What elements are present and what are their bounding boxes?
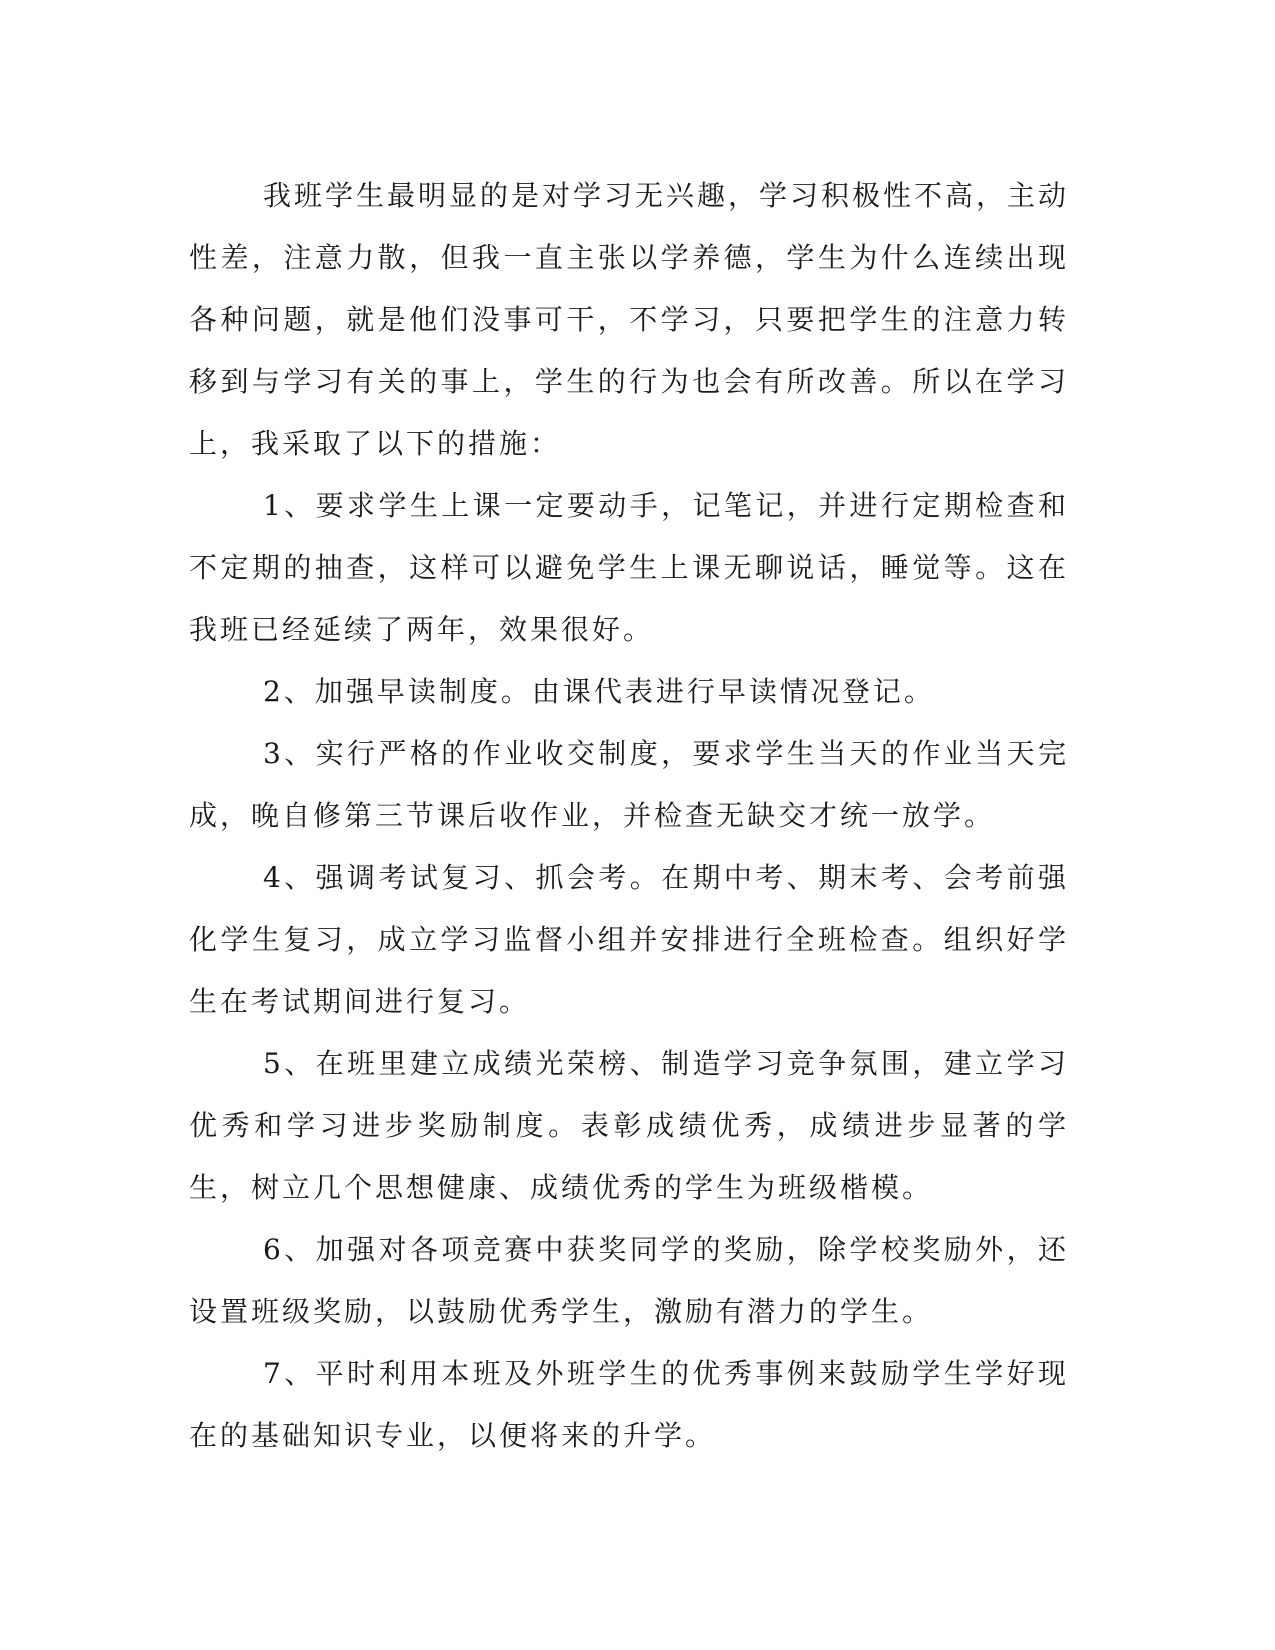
intro-paragraph: 我班学生最明显的是对学习无兴趣，学习积极性不高，主动性差，注意力散，但我一直主张以学养德，学生为什么连续出现各种问题，就是他们没事可干，不学习，只要把学生的注意力转移到与学习有关的事上，学生的行为也会有所改善。所以在学习上，我采取了以下的措施： [189, 179, 1070, 460]
measure-item-7: 7、平时利用本班及外班学生的优秀事例来鼓励学生学好现在的基础知识专业，以便将来的升学。 [189, 1357, 1069, 1452]
measure-item-4: 4、强调考试复习、抓会考。在期中考、期末考、会考前强化学生复习，成立学习监督小组并安排进行全班检查。组织好学生在考试期间进行复习。 [189, 861, 1069, 1018]
measure-item-6: 6、加强对各项竞赛中获奖同学的奖励，除学校奖励外，还设置班级奖励，以鼓励优秀学生，激励有潜力的学生。 [189, 1233, 1069, 1328]
measure-item-1: 1、要求学生上课一定要动手，记笔记，并进行定期检查和不定期的抽查，这样可以避免学生上课无聊说话，睡觉等。这在我班已经延续了两年，效果很好。 [189, 489, 1069, 646]
measure-item-2: 2、加强早读制度。由课代表进行早读情况登记。 [263, 675, 935, 708]
measure-item-3: 3、实行严格的作业收交制度，要求学生当天的作业当天完成，晚自修第三节课后收作业，并检查无缺交才统一放学。 [189, 737, 1069, 832]
measure-item-5: 5、在班里建立成绩光荣榜、制造学习竞争氛围，建立学习优秀和学习进步奖励制度。表彰成绩优秀，成绩进步显著的学生，树立几个思想健康、成绩优秀的学生为班级楷模。 [189, 1047, 1069, 1204]
document-body [189, 165, 1069, 1467]
